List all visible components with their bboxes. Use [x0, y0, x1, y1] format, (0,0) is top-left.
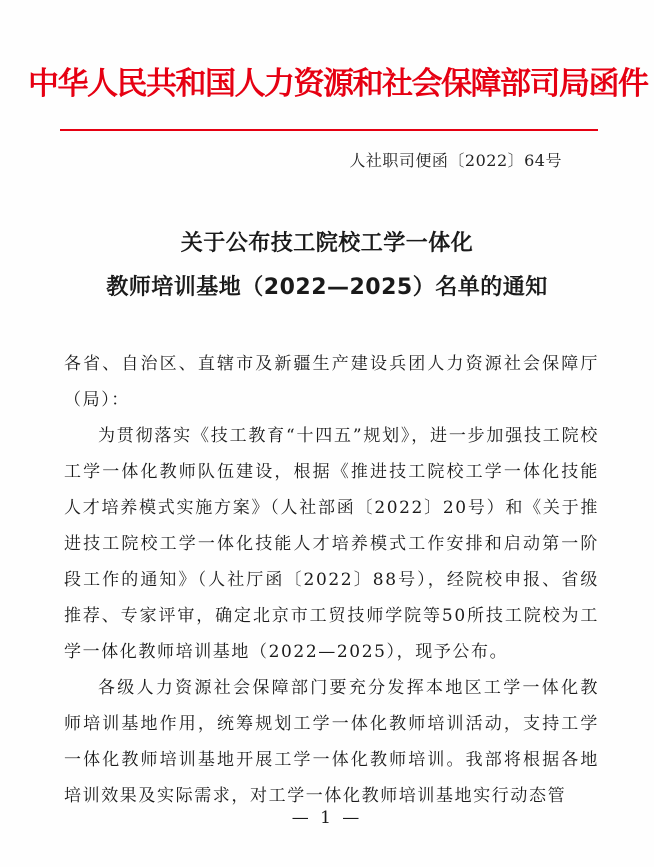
notice-title-line-2: 教师培训基地（2022—2025）名单的通知: [106, 275, 548, 300]
addressee: 各省、自治区、直辖市及新疆生产建设兵团人力资源社会保障厅（局）：: [64, 354, 599, 410]
letterhead-red-rule: [60, 129, 598, 131]
page-number: — 1 —: [291, 808, 363, 828]
body-paragraph-2: 各级人力资源社会保障部门要充分发挥本地区工学一体化教师培训基地作用，统筹规划工学一体化教师培训活动，支持工学一体化教师培训基地开展工学一体化教师培训。我部将根据各地培训效果及实际需求，对工学一体化教师培训基地实行动态管: [64, 678, 599, 806]
letterhead-title: 中华人民共和国人力资源和社会保障部司局函件: [28, 66, 648, 102]
document-number: 人社职司便函〔2022〕64号: [349, 151, 562, 170]
body-paragraph-1: 为贯彻落实《技工教育“十四五”规划》，进一步加强技工院校工学一体化教师队伍建设，根据《推进技工院校工学一体化技能人才培养模式实施方案》（人社部函〔2022〕20号）和《关于推进技工院校工学一体化技能人才培养模式工作安排和启动第一阶段工作的通知》（人社厅函〔2022〕88号），经院校申报、省级推荐、专家评审，确定北京市工贸技师学院等50所技工院校为工学一体化教师培训基地（2022—2025），现予公布。: [64, 426, 599, 662]
notice-title-line-1: 关于公布技工院校工学一体化: [180, 231, 474, 256]
